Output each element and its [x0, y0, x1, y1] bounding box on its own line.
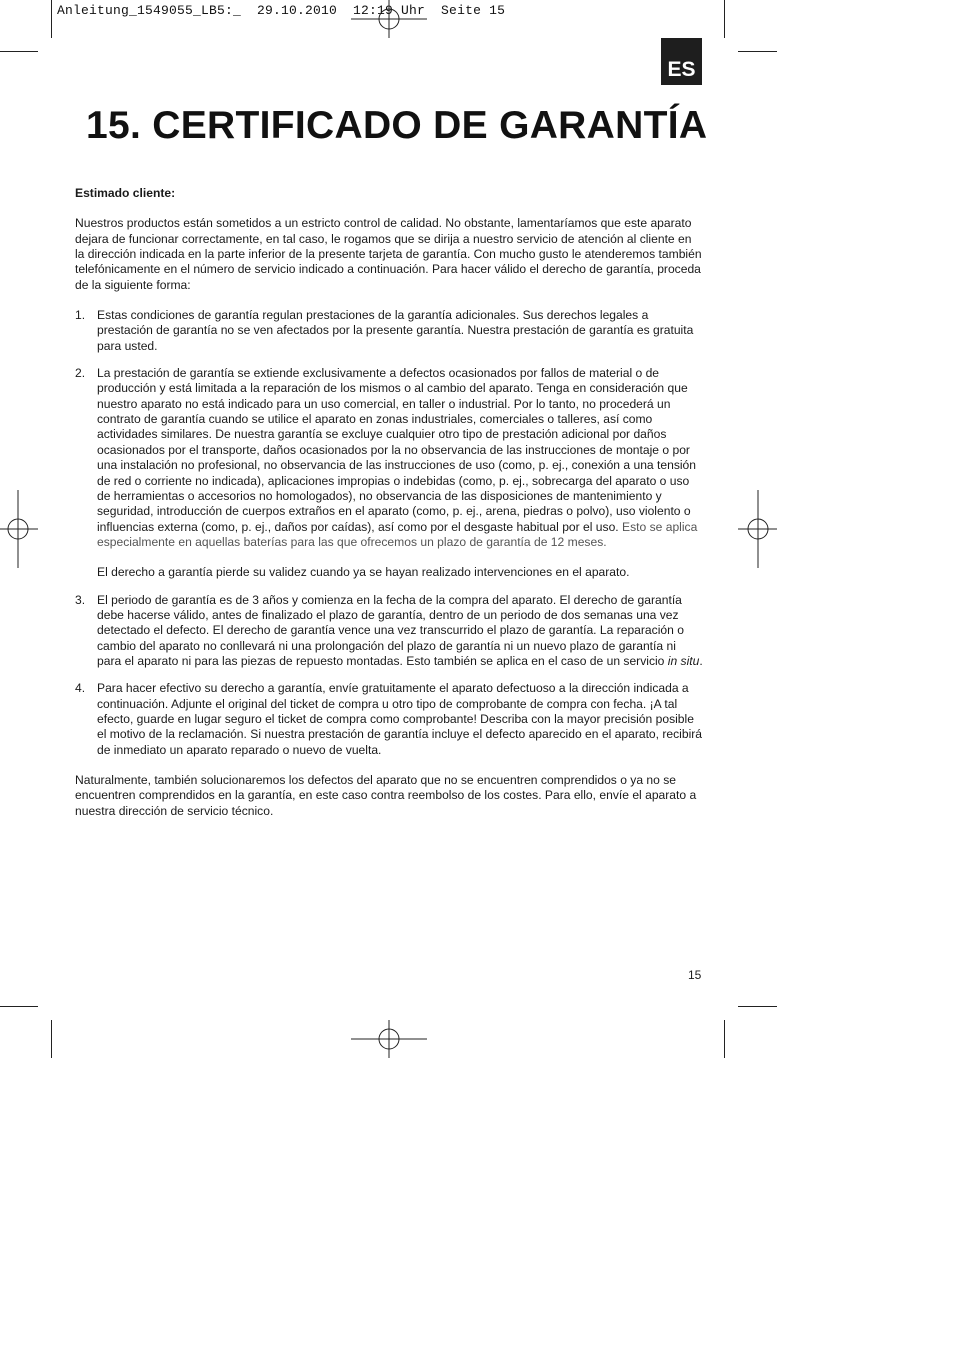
list-item — [75, 593, 703, 670]
page-number: 15 — [688, 968, 702, 982]
list-item-body — [97, 366, 703, 550]
list-item-number: 2. — [75, 366, 86, 381]
crop-mark-bottom-left-horizontal — [0, 1006, 38, 1007]
list-item-text: Para hacer efectivo su derecho a garantía, envíe gratuitamente el aparato defectuoso a la dirección indicada a continuación. Adjunte el original del ticket de compra u otro tipo de comprobante de compra con fecha. ¡A tal efecto, guarde en lugar seguro el ticket de compra como comprobante! Describa con la mayor precisión posible el motivo de la reclamación. Si nuestra prestación de garantía incluye el defecto aparecido en el aparato, recibirá de inmediato un aparato reparado o nuevo de vuelta. — [97, 681, 703, 757]
list-item-number: 4. — [75, 681, 86, 696]
registration-mark-top-icon — [349, 0, 429, 40]
intro-paragraph: Nuestros productos están sometidos a un estricto control de calidad. No obstante, lamentaríamos que este aparato dejara de funcionar correctamente, en tal caso, le rogamos que se dirija a nuestro servicio de atención al cliente en la dirección indicada en la parte inferior de la presente tarjeta de garantía. Con mucho gusto le atenderemos también telefónicamente en el número de servicio indicado a continuación. Para hacer válido el derecho de garantía, proceda de la siguiente forma: — [75, 216, 702, 292]
list-item — [75, 308, 703, 354]
registration-mark-bottom-icon — [349, 1020, 429, 1060]
crop-mark-top-left-vertical — [51, 0, 52, 38]
list-item-number: 3. — [75, 592, 86, 607]
warranty-conditions-list — [75, 308, 703, 758]
list-item — [75, 366, 703, 580]
list-item-text: La prestación de garantía se extiende exclusivamente a defectos ocasionados por fallos de material o de producción y está limitada a la reparación de los mismos o al cambio del aparato. Tenga en consideración que nuestro aparato no está indicado para un uso comercial, en taller o industrial. Por lo tanto, no procederá un contrato de garantía cuando se utilice el aparato en zonas industriales, comerciales o talleres, así como actividades similares. De nuestra garantía se excluye cualquier otro tipo de prestación adicional por daños ocasionados por el transporte, daños ocasionados por la no observancia de las instrucciones de montaje o por una instalación no profesional, no observancia de las instrucciones de uso (como, p. ej., conexión a una tensión de red o corriente no indicada), aplicaciones impropias o indebidas (como, p. ej., sobrecarga del aparato o uso de herramientas o accesorios no homologados), no observancia de las disposiciones de mantenimiento y seguridad, introducción de cuerpos extraños en el aparato (como, p. ej., arena, piedras o polvo), uso violento o influencias externa (como, p. ej., daños por caídas), así como por el desgaste habitual por el uso. — [97, 366, 697, 534]
language-badge: ES — [661, 38, 702, 85]
list-item — [75, 681, 703, 758]
crop-mark-bottom-right-horizontal — [738, 1006, 777, 1007]
list-item-number: 1. — [75, 308, 86, 323]
closing-paragraph: Naturalmente, también solucionaremos los defectos del aparato que no se encuentren comprendidos o ya no se encuentren comprendidos en la garantía, en este caso contra reembolso de los costes. Para ello, envíe el aparato a nuestra dirección de servicio técnico. — [75, 773, 697, 818]
registration-mark-right-icon — [738, 490, 778, 570]
crop-mark-bottom-right-vertical — [724, 1020, 725, 1058]
greeting: Estimado cliente: — [75, 186, 176, 200]
warranty-body — [75, 186, 703, 819]
crop-mark-bottom-left-vertical — [51, 1020, 52, 1058]
crop-mark-top-left-horizontal — [0, 51, 38, 52]
list-item-subparagraph: El derecho a garantía pierde su validez cuando ya se hayan realizado intervenciones en el aparato. — [97, 565, 630, 580]
page-title: 15. CERTIFICADO DE GARANTÍA — [86, 104, 708, 147]
registration-mark-left-icon — [0, 490, 40, 570]
list-item-text-end: . — [699, 653, 703, 668]
list-item-battery-note: Esto se aplica especialmente en aquellas baterías para las que ofrecemos un plazo de garantía de 12 meses. — [97, 519, 698, 549]
list-item-text: El periodo de garantía es de 3 años y comienza en la fecha de la compra del aparato. El derecho de garantía debe hacerse válido, antes de finalizado el plazo de garantía, dentro de un periodo de dos semanas una vez detectado el defecto. El derecho de garantía vence una vez transcurrido el plazo de garantía. La reparación o cambio del aparato no conllevará ni una prolongación del plazo de garantía ni un nuevo plazo de garantía ni para el aparato ni para las piezas de repuesto montadas. Esto también se aplica en el caso de un servicio — [97, 592, 684, 668]
crop-mark-top-right-horizontal — [738, 51, 777, 52]
print-slug: Anleitung_1549055_LB5:_ 29.10.2010 12:19 Uhr Seite 15 — [57, 3, 506, 18]
list-item-italic-text: in situ — [667, 653, 700, 668]
crop-mark-top-right-vertical — [724, 0, 725, 38]
list-item-text: Estas condiciones de garantía regulan prestaciones de la garantía adicionales. Sus derechos legales a prestación de garantía no se ven afectados por la presente garantía. Nuestra prestación de garantía es gratuita para usted. — [97, 308, 694, 353]
